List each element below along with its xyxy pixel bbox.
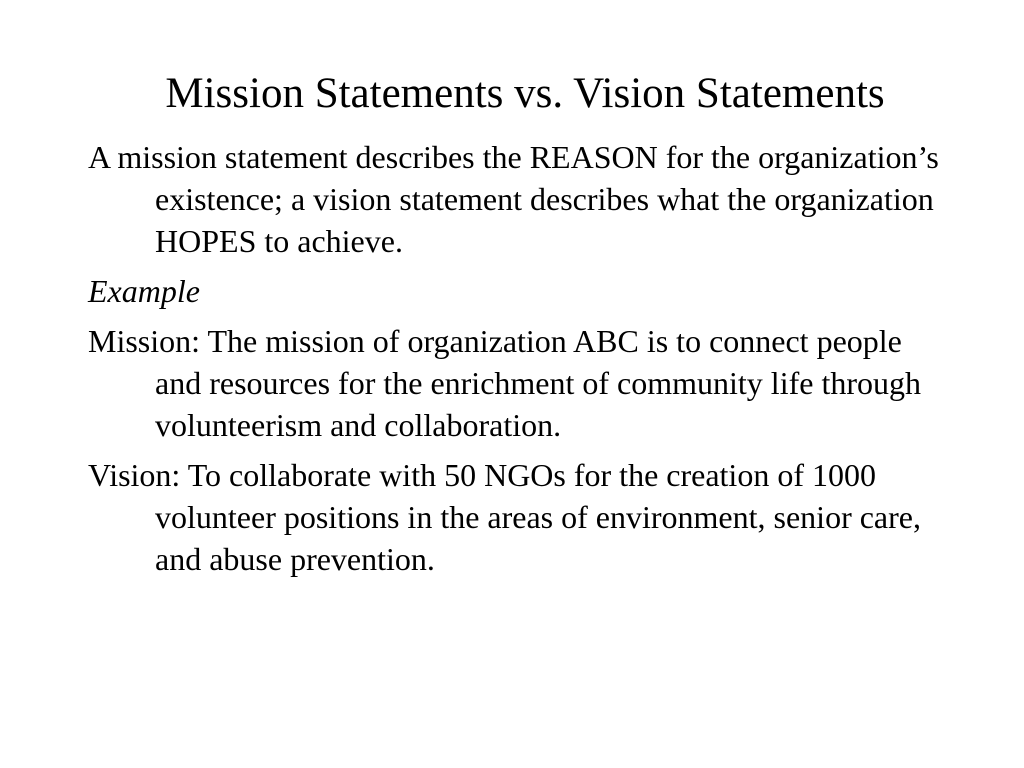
example-heading: Example bbox=[88, 273, 200, 309]
slide-body bbox=[88, 136, 948, 588]
slide-title: Mission Statements vs. Vision Statements bbox=[165, 70, 885, 117]
mission-example-paragraph: Mission: The mission of organization ABC is to connect people and resources for the enrichment of community life through volunteerism and collaboration. bbox=[88, 323, 921, 443]
definition-paragraph: A mission statement describes the REASON for the organization’s existence; a vision statement describes what the organization HOPES to achieve. bbox=[88, 139, 939, 259]
vision-example-paragraph: Vision: To collaborate with 50 NGOs for the creation of 1000 volunteer positions in the areas of environment, senior care, and abuse prevention. bbox=[88, 457, 921, 577]
